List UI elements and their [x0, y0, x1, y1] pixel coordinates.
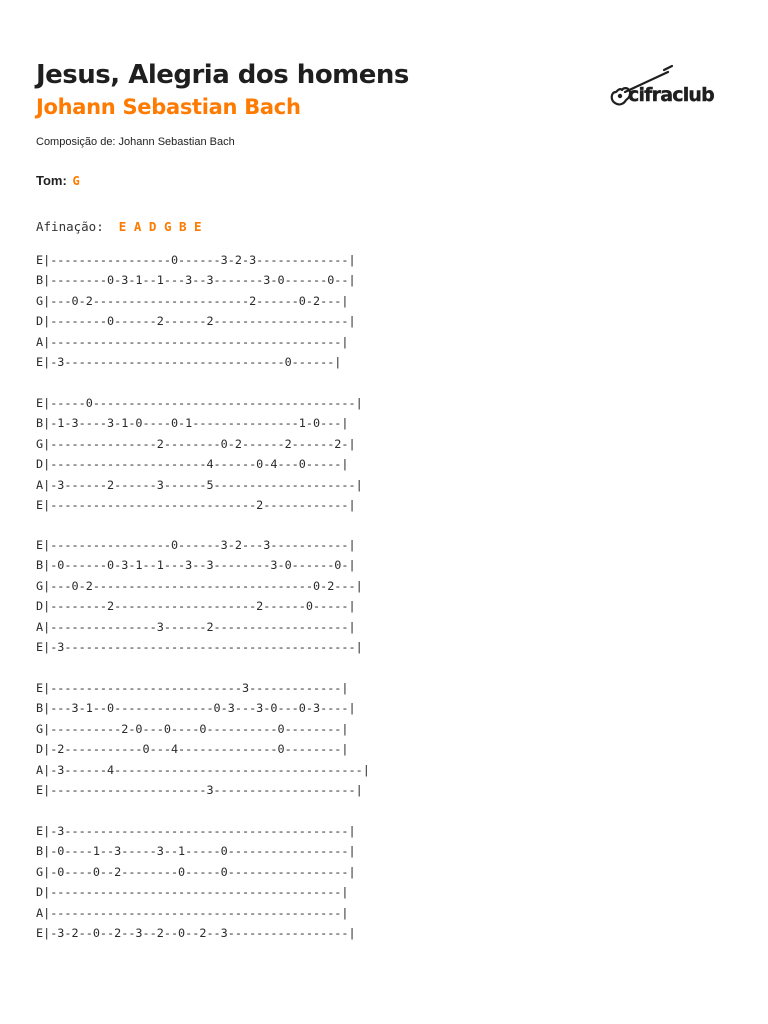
tab-string-line: B|--------0-3-1--1---3--3-------3-0------0--| — [36, 273, 356, 288]
tab-string-line: G|---0-2----------------------2------0-2---| — [36, 293, 349, 308]
tab-block-1 — [36, 250, 356, 372]
logo-text: cifraclub — [628, 84, 714, 106]
tab-string-line: E|-----------------0------3-2---3-----------| — [36, 538, 356, 552]
tab-string-line: G|---0-2-------------------------------0-2---| — [36, 578, 363, 593]
tab-string-line: E|-3-----------------------------------------| — [36, 639, 363, 654]
tab-string-line: E|-3----------------------------------------| — [36, 824, 356, 838]
key-value[interactable]: G — [72, 174, 80, 188]
tab-string-line: B|-0------0-3-1--1---3--3--------3-0------0-| — [36, 558, 356, 573]
artist-name[interactable]: Johann Sebastian Bach — [36, 95, 301, 119]
tab-string-line: G|-0----0--2--------0-----0-----------------| — [36, 864, 356, 879]
tab-string-line: A|-3------2------3------5--------------------| — [36, 477, 363, 492]
tab-string-line: A|-3------4-----------------------------------| — [36, 762, 370, 777]
tuning-notes: E A D G B E — [118, 219, 202, 234]
tab-string-line: E|---------------------------3-------------| — [36, 681, 349, 695]
tab-block-5 — [36, 821, 356, 943]
tab-string-line: D|--------2--------------------2------0-----| — [36, 599, 356, 614]
tuning-info — [36, 219, 202, 234]
tab-string-line: G|----------2-0---0----0----------0--------| — [36, 721, 349, 736]
cifraclub-logo[interactable] — [608, 62, 724, 112]
composer-credit: Composição de: Johann Sebastian Bach — [36, 136, 235, 148]
tab-string-line: A|-----------------------------------------| — [36, 334, 349, 349]
tuning-label: Afinação: — [36, 219, 104, 234]
tab-string-line: D|----------------------4------0-4---0-----| — [36, 457, 349, 472]
tab-string-line: B|-1-3----3-1-0----0-1---------------1-0---| — [36, 416, 349, 431]
tab-string-line: E|-3-2--0--2--3--2--0--2--3-----------------| — [36, 925, 356, 940]
tab-string-line: E|-----------------0------3-2-3-------------| — [36, 253, 356, 267]
song-title: Jesus, Alegria dos homens — [36, 60, 409, 90]
tab-string-line: B|---3-1--0--------------0-3---3-0---0-3----| — [36, 701, 356, 716]
tab-string-line: B|-0----1--3-----3--1-----0-----------------| — [36, 844, 356, 859]
tab-string-line: E|-----0-------------------------------------| — [36, 396, 363, 410]
key-label: Tom: — [36, 173, 67, 188]
tab-string-line: A|---------------3------2-------------------| — [36, 619, 356, 634]
tab-block-3 — [36, 535, 363, 657]
tab-string-line: D|-----------------------------------------| — [36, 885, 349, 900]
tab-string-line: G|---------------2--------0-2------2------2-| — [36, 436, 356, 451]
tab-string-line: D|-2-----------0---4--------------0--------| — [36, 742, 349, 757]
key-info — [36, 173, 80, 188]
tab-string-line: D|--------0------2------2-------------------| — [36, 314, 356, 329]
tab-string-line: E|-----------------------------2------------| — [36, 497, 356, 512]
tab-block-2 — [36, 393, 363, 515]
tab-string-line: E|-3-------------------------------0------| — [36, 354, 342, 369]
tab-string-line: E|----------------------3--------------------| — [36, 782, 363, 797]
tab-block-4 — [36, 678, 370, 800]
tab-string-line: A|-----------------------------------------| — [36, 905, 349, 920]
